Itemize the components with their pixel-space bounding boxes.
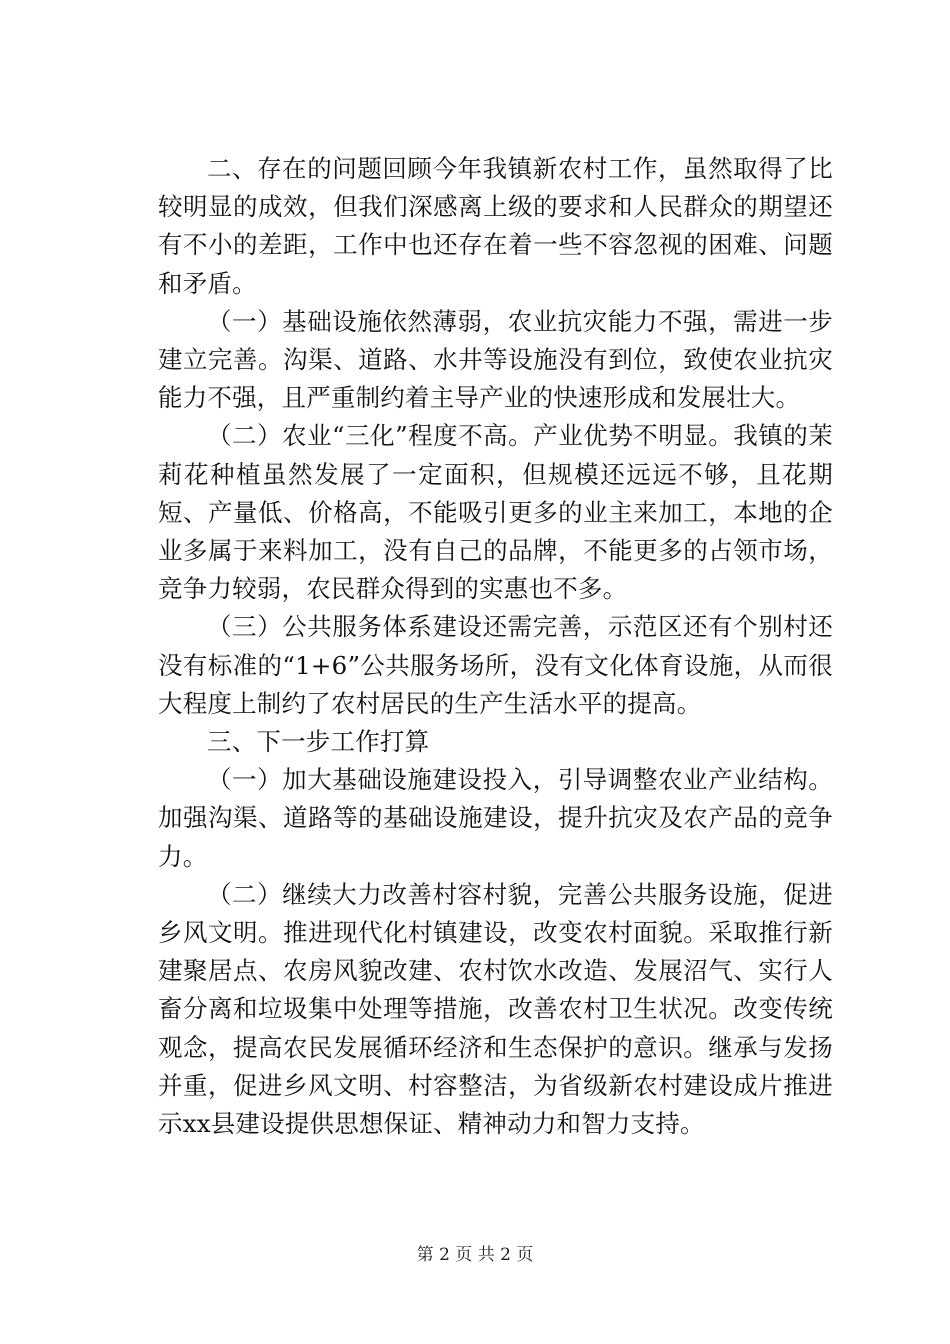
section-heading-next-steps: 三、下一步工作打算: [207, 727, 430, 757]
paragraph-problems-intro: 二、存在的问题回顾今年我镇新农村工作，虽然取得了比较明显的成效，但我们深感离上级的要求和人民群众的期望还有不小的差距，工作中也还存在着一些不容忽视的困难、问题和矛盾。: [158, 154, 833, 298]
paragraph-public-service: （三）公共服务体系建设还需完善，示范区还有个别村还没有标准的“1+6”公共服务场所，没有文化体育设施，从而很大程度上制约了农村居民的生产生活水平的提高。: [158, 612, 833, 718]
paragraph-infrastructure: （一）基础设施依然薄弱，农业抗灾能力不强，需进一步建立完善。沟渠、道路、水井等设施没有到位，致使农业抗灾能力不强，且严重制约着主导产业的快速形成和发展壮大。: [158, 306, 833, 413]
document-body: [158, 150, 833, 1143]
page-footer: 第 2 页 共 2 页: [416, 1245, 534, 1265]
paragraph-investment: （一）加大基础设施建设投入，引导调整农业产业结构。加强沟渠、道路等的基础设施建设，提升抗灾及农产品的竞争力。: [158, 765, 833, 871]
paragraph-village-appearance: （二）继续大力改善村容村貌，完善公共服务设施，促进乡风文明。推进现代化村镇建设，改变农村面貌。采取推行新建聚居点、农房风貌改建、农村饮水改造、发展沼气、实行人畜分离和垃圾集中处理等措施，改善农村卫生状况。改变传统观念，提高农民发展循环经济和生态保护的意识。继承与发扬并重，促进乡风文明、村容整洁，为省级新农村建设成片推进示xx县建设提供思想保证、精神动力和智力支持。: [158, 879, 833, 1139]
paragraph-agriculture: （二）农业“三化”程度不高。产业优势不明显。我镇的茉莉花种植虽然发展了一定面积，但规模还远远不够，且花期短、产量低、价格高，不能吸引更多的业主来加工，本地的企业多属于来料加工，没有自己的品牌，不能更多的占领市场，竞争力较弱，农民群众得到的实惠也不多。: [158, 421, 833, 604]
